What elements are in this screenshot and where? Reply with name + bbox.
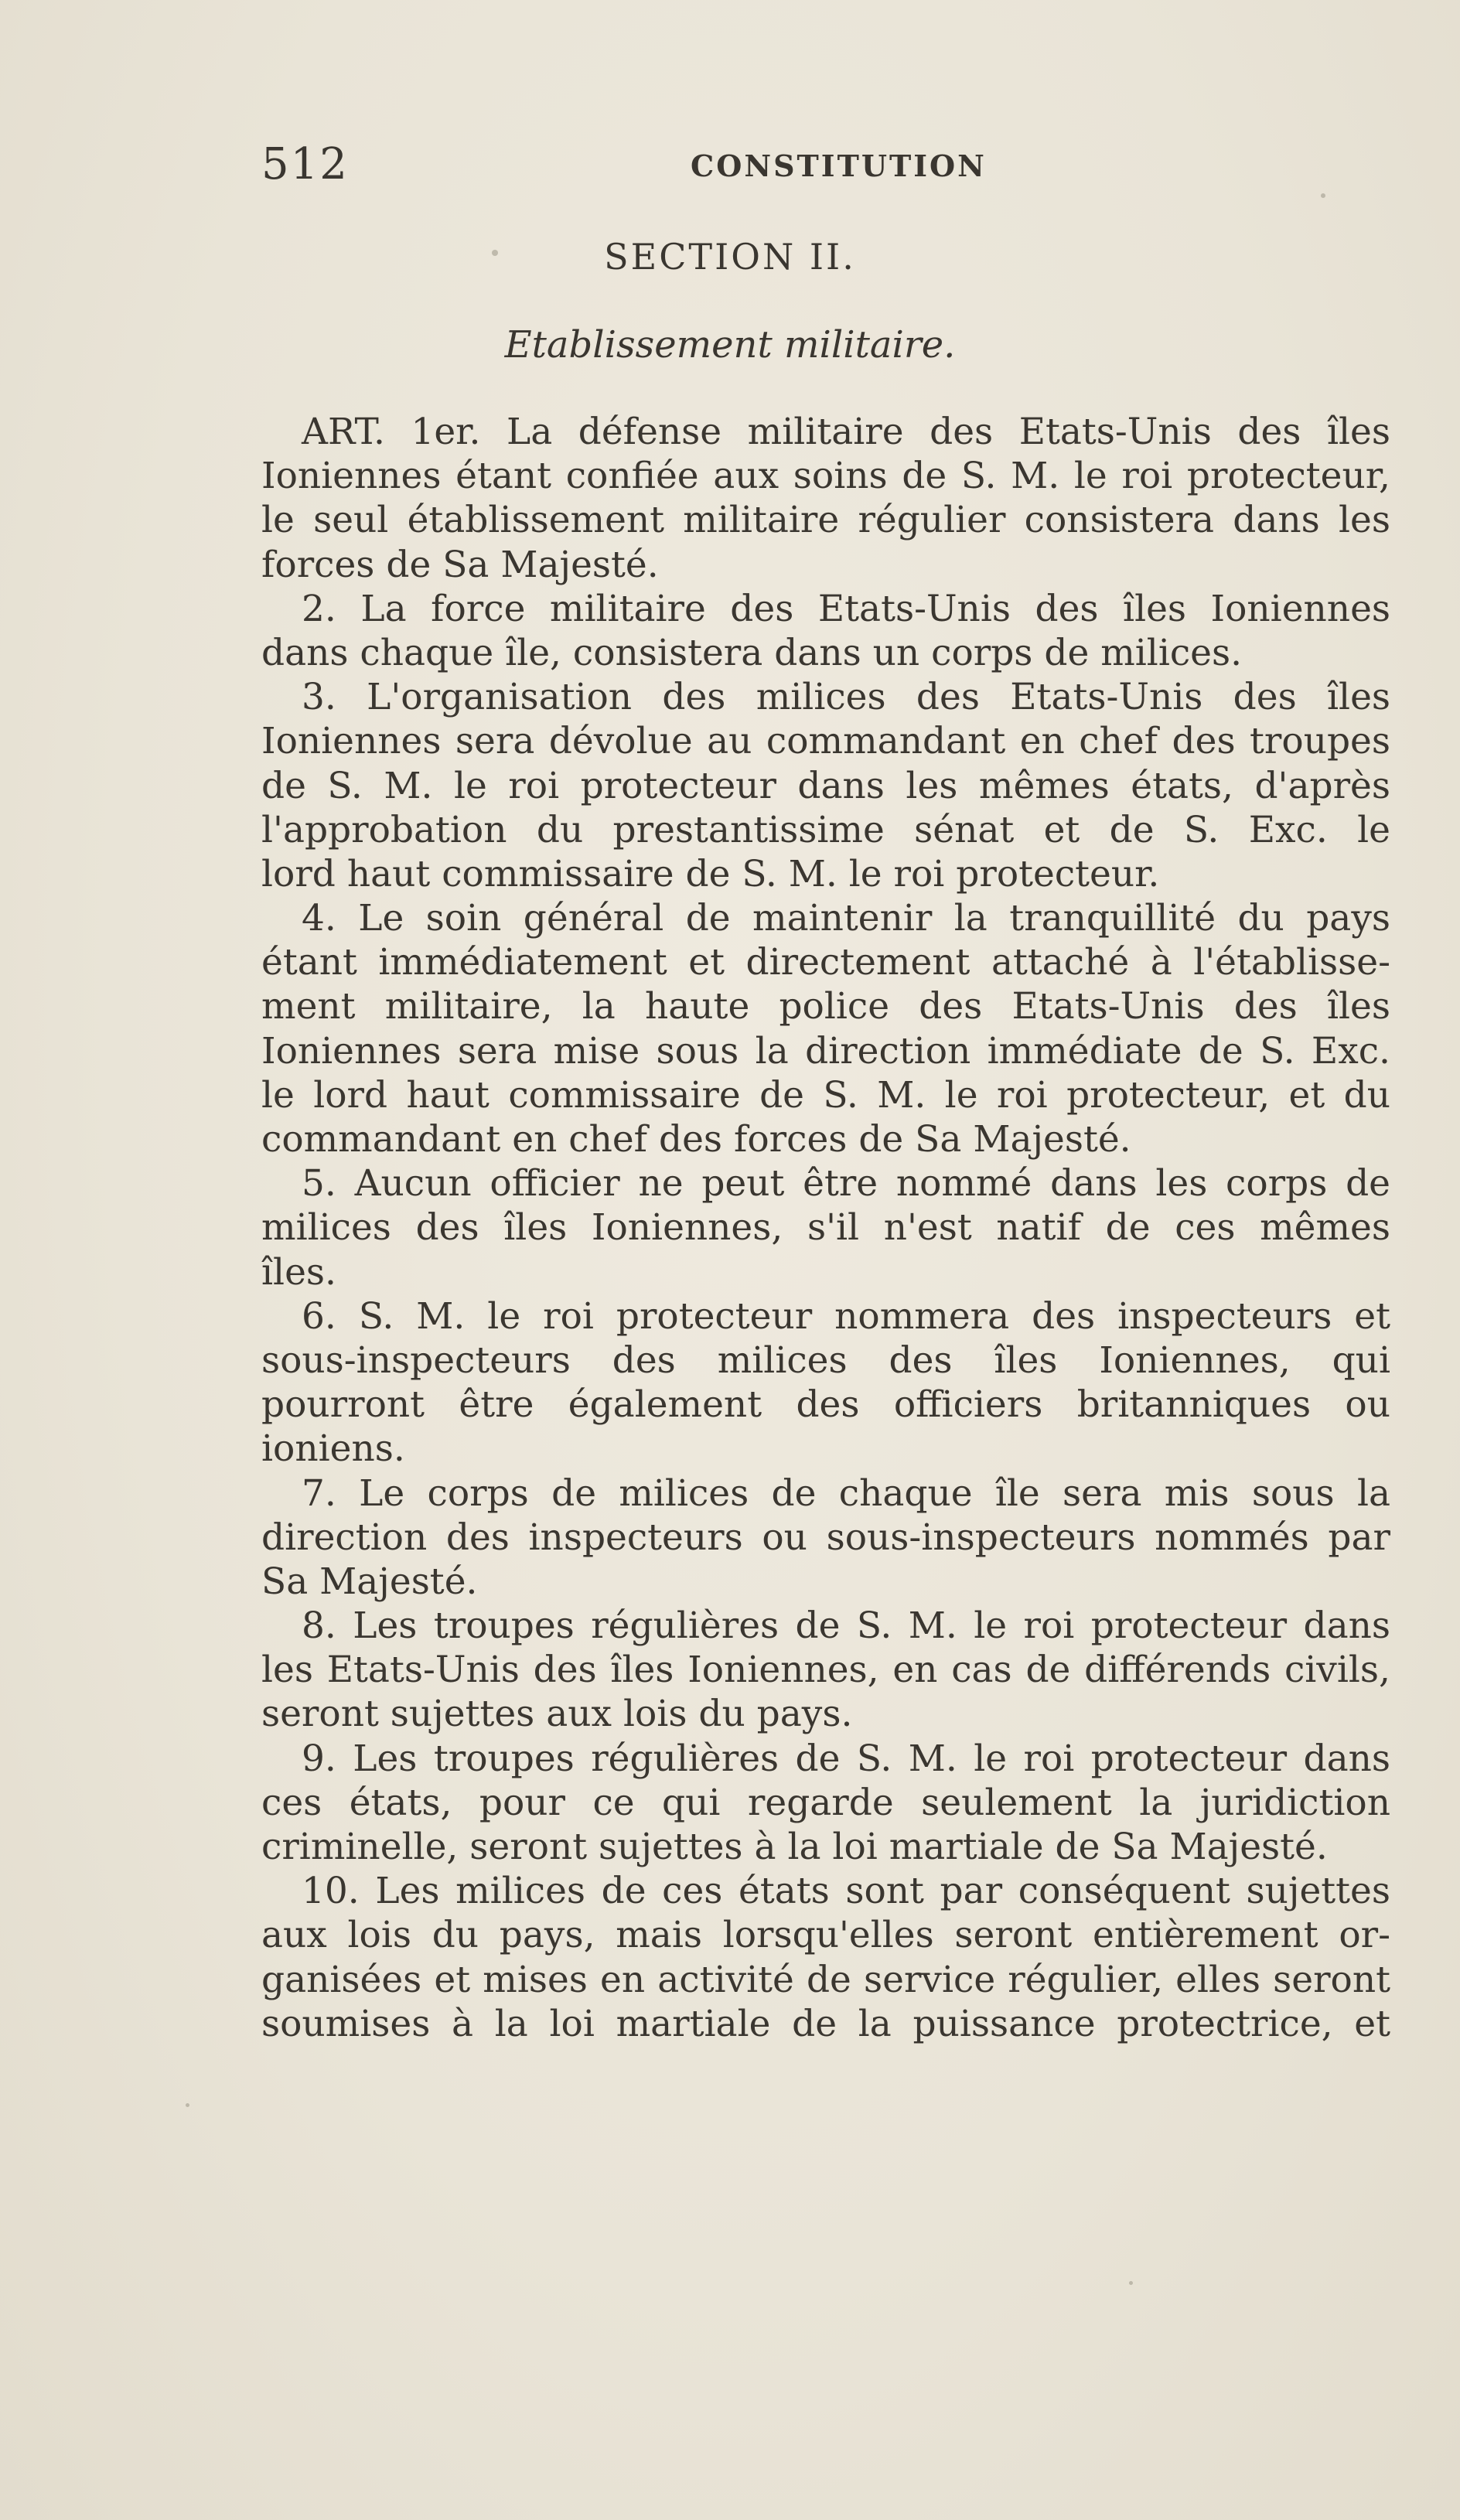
text-line: de S. M. le roi protecteur dans les mêmes états, d'après: [261, 764, 1390, 807]
paper-speck: [1129, 2281, 1133, 2285]
text-line: 5. Aucun officier ne peut être nommé dans les corps de: [302, 1162, 1390, 1205]
text-line: 10. Les milices de ces états sont par conséquent sujettes: [302, 1870, 1390, 1913]
text-line: 9. Les troupes régulières de S. M. le roi protecteur dans: [302, 1737, 1390, 1780]
text-line: sous-inspecteurs des milices des îles Ioniennes, qui: [261, 1338, 1390, 1382]
text-line: îles.: [261, 1250, 336, 1294]
running-title: CONSTITUTION: [691, 148, 987, 183]
text-line: criminelle, seront sujettes à la loi martiale de Sa Majesté.: [261, 1826, 1328, 1868]
text-line: le lord haut commissaire de S. M. le roi protecteur, et du: [261, 1073, 1390, 1117]
text-line: aux lois du pays, mais lorsqu'elles seront entièrement or-: [261, 1914, 1390, 1957]
text-line: 7. Le corps de milices de chaque île sera mis sous la: [302, 1471, 1390, 1515]
text-line: 2. La force militaire des Etats-Unis des îles Ioniennes: [302, 587, 1390, 630]
text-line: dans chaque île, consistera dans un corps de milices.: [261, 631, 1243, 674]
body-text: [261, 410, 1390, 2046]
text-line: Ioniennes sera mise sous la direction immédiate de S. Exc.: [261, 1029, 1390, 1072]
page-number: 512: [261, 139, 349, 189]
text-line: le seul établissement militaire régulier consistera dans les: [261, 499, 1390, 542]
text-line: seront sujettes aux lois du pays.: [261, 1693, 853, 1736]
text-line: commandant en chef des forces de Sa Majesté.: [261, 1118, 1131, 1161]
text-line: 4. Le soin général de maintenir la tranquillité du pays: [302, 897, 1390, 940]
text-line: Ioniennes étant confiée aux soins de S. M. le roi protecteur,: [261, 455, 1390, 498]
text-line: direction des inspecteurs ou sous-inspecteurs nommés par: [261, 1516, 1390, 1559]
paper-speck: [1321, 193, 1325, 198]
text-line: Sa Majesté.: [261, 1560, 478, 1603]
text-line: ART. 1er. La défense militaire des Etats-Unis des îles: [302, 411, 1390, 453]
text-line: Ioniennes sera dévolue au commandant en chef des troupes: [261, 720, 1390, 763]
section-heading: SECTION II.: [604, 236, 856, 278]
text-line: ganisées et mises en activité de service régulier, elles seront: [261, 1958, 1390, 2001]
paper-speck: [492, 250, 498, 256]
text-line: milices des îles Ioniennes, s'il n'est natif de ces mêmes: [261, 1206, 1390, 1250]
paper-speck: [186, 2103, 189, 2107]
text-line: pourront être également des officiers britanniques ou: [261, 1383, 1390, 1427]
text-line: lord haut commissaire de S. M. le roi protecteur.: [261, 852, 1160, 895]
text-line: ment militaire, la haute police des Etats-Unis des îles: [261, 985, 1390, 1028]
text-line: 3. L'organisation des milices des Etats-Unis des îles: [302, 676, 1390, 719]
running-head: [261, 139, 1390, 201]
section-subheading: Etablissement militaire.: [504, 323, 956, 367]
text-line: ioniens.: [261, 1427, 405, 1471]
text-line: soumises à la loi martiale de la puissance protectrice, et: [261, 2002, 1390, 2045]
text-line: l'approbation du prestantissime sénat et de S. Exc. le: [261, 808, 1390, 851]
text-line: 6. S. M. le roi protecteur nommera des inspecteurs et: [302, 1294, 1390, 1338]
text-line: forces de Sa Majesté.: [261, 543, 659, 586]
text-line: étant immédiatement et directement attaché à l'établisse-: [261, 941, 1390, 984]
text-line: les Etats-Unis des îles Ioniennes, en cas de différends civils,: [261, 1649, 1390, 1692]
text-line: 8. Les troupes régulières de S. M. le roi protecteur dans: [302, 1604, 1390, 1648]
text-line: ces états, pour ce qui regarde seulement la juridiction: [261, 1781, 1390, 1824]
